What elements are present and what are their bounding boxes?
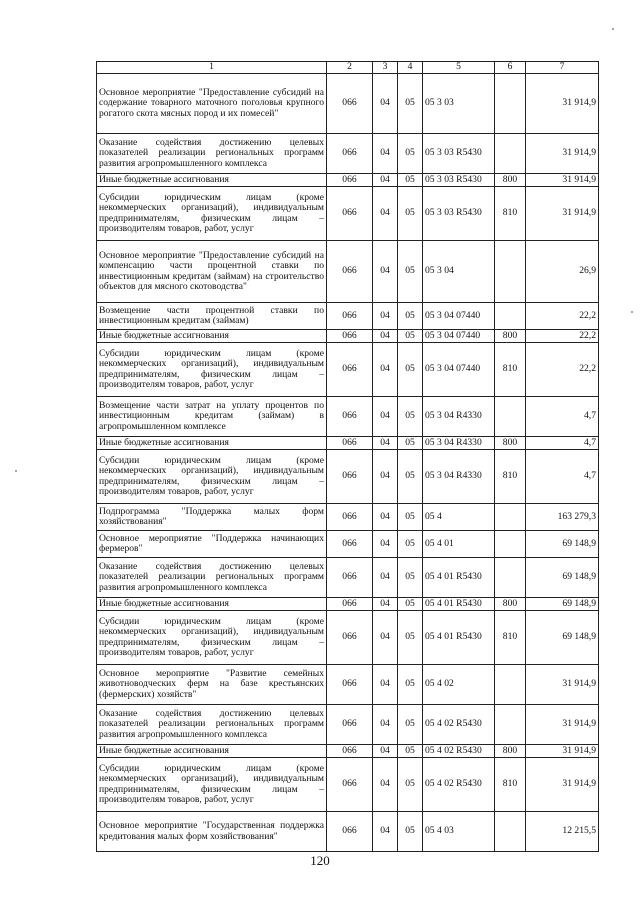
row-name: Оказание содействия достижению целевых показателей реализации региональных программ развития агропромышленного комплекса bbox=[97, 705, 327, 745]
row-expense-type: 810 bbox=[495, 343, 526, 397]
row-section: 04 bbox=[373, 74, 398, 134]
table-row bbox=[97, 745, 599, 758]
row-amount: 31 914,9 bbox=[526, 74, 599, 134]
header-col-7: 7 bbox=[526, 62, 599, 74]
row-name: Оказание содействия достижению целевых показателей реализации региональных программ развития агропромышленного комплекса bbox=[97, 134, 327, 174]
row-subsection: 05 bbox=[398, 745, 423, 758]
row-amount: 31 914,9 bbox=[526, 174, 599, 187]
row-admin-code: 066 bbox=[327, 598, 373, 611]
table-row bbox=[97, 450, 599, 504]
row-subsection: 05 bbox=[398, 705, 423, 745]
row-name: Субсидии юридическим лицам (кроме некоммерческих организаций), индивидуальным предпринимателям, физическим лицам – производителям товаров, работ, услуг bbox=[97, 187, 327, 241]
row-section: 04 bbox=[373, 343, 398, 397]
row-amount: 69 148,9 bbox=[526, 611, 599, 665]
row-name: Иные бюджетные ассигнования bbox=[97, 745, 327, 758]
row-section: 04 bbox=[373, 504, 398, 531]
row-amount: 4,7 bbox=[526, 437, 599, 450]
row-admin-code: 066 bbox=[327, 745, 373, 758]
row-section: 04 bbox=[373, 174, 398, 187]
row-expense-type bbox=[495, 812, 526, 852]
row-admin-code: 066 bbox=[327, 241, 373, 303]
row-section: 04 bbox=[373, 745, 398, 758]
row-expense-type: 800 bbox=[495, 437, 526, 450]
row-section: 04 bbox=[373, 241, 398, 303]
row-admin-code: 066 bbox=[327, 531, 373, 558]
row-section: 04 bbox=[373, 611, 398, 665]
row-admin-code: 066 bbox=[327, 504, 373, 531]
row-section: 04 bbox=[373, 558, 398, 598]
row-admin-code: 066 bbox=[327, 134, 373, 174]
header-col-6: 6 bbox=[495, 62, 526, 74]
row-subsection: 05 bbox=[398, 241, 423, 303]
row-subsection: 05 bbox=[398, 397, 423, 437]
row-name: Иные бюджетные ассигнования bbox=[97, 598, 327, 611]
row-subsection: 05 bbox=[398, 343, 423, 397]
row-amount: 163 279,3 bbox=[526, 504, 599, 531]
row-admin-code: 066 bbox=[327, 187, 373, 241]
row-target-item: 05 3 04 R4330 bbox=[423, 397, 495, 437]
table-row bbox=[97, 598, 599, 611]
row-expense-type bbox=[495, 241, 526, 303]
scan-speck bbox=[612, 28, 614, 30]
row-amount: 12 215,5 bbox=[526, 812, 599, 852]
row-amount: 69 148,9 bbox=[526, 598, 599, 611]
row-amount: 69 148,9 bbox=[526, 531, 599, 558]
row-amount: 31 914,9 bbox=[526, 745, 599, 758]
row-name: Оказание содействия достижению целевых показателей реализации региональных программ развития агропромышленного комплекса bbox=[97, 558, 327, 598]
row-expense-type: 800 bbox=[495, 330, 526, 343]
row-admin-code: 066 bbox=[327, 665, 373, 705]
row-admin-code: 066 bbox=[327, 397, 373, 437]
row-target-item: 05 4 01 R5430 bbox=[423, 611, 495, 665]
header-col-5: 5 bbox=[423, 62, 495, 74]
row-expense-type bbox=[495, 558, 526, 598]
row-expense-type bbox=[495, 705, 526, 745]
row-amount: 22,2 bbox=[526, 330, 599, 343]
row-amount: 31 914,9 bbox=[526, 665, 599, 705]
table-header-row bbox=[97, 62, 599, 74]
header-col-4: 4 bbox=[398, 62, 423, 74]
scan-speck bbox=[631, 311, 633, 313]
row-section: 04 bbox=[373, 758, 398, 812]
row-section: 04 bbox=[373, 437, 398, 450]
row-target-item: 05 4 01 R5430 bbox=[423, 598, 495, 611]
row-expense-type bbox=[495, 303, 526, 330]
row-name: Иные бюджетные ассигнования bbox=[97, 437, 327, 450]
row-subsection: 05 bbox=[398, 174, 423, 187]
row-target-item: 05 3 03 R5430 bbox=[423, 174, 495, 187]
budget-table bbox=[96, 61, 599, 852]
row-target-item: 05 4 01 bbox=[423, 531, 495, 558]
row-amount: 4,7 bbox=[526, 450, 599, 504]
header-col-2: 2 bbox=[327, 62, 373, 74]
page-number: 120 bbox=[310, 853, 330, 868]
table-row bbox=[97, 303, 599, 330]
table-row bbox=[97, 504, 599, 531]
row-amount: 31 914,9 bbox=[526, 758, 599, 812]
row-admin-code: 066 bbox=[327, 174, 373, 187]
row-expense-type: 810 bbox=[495, 758, 526, 812]
row-subsection: 05 bbox=[398, 812, 423, 852]
row-target-item: 05 3 03 R5430 bbox=[423, 187, 495, 241]
table-row bbox=[97, 611, 599, 665]
row-subsection: 05 bbox=[398, 558, 423, 598]
row-admin-code: 066 bbox=[327, 450, 373, 504]
row-subsection: 05 bbox=[398, 665, 423, 705]
row-expense-type: 810 bbox=[495, 187, 526, 241]
row-subsection: 05 bbox=[398, 330, 423, 343]
row-target-item: 05 4 02 R5430 bbox=[423, 745, 495, 758]
row-name: Субсидии юридическим лицам (кроме некоммерческих организаций), индивидуальным предпринимателям, физическим лицам – производителям товаров, работ, услуг bbox=[97, 450, 327, 504]
table-row bbox=[97, 174, 599, 187]
row-target-item: 05 4 03 bbox=[423, 812, 495, 852]
row-amount: 22,2 bbox=[526, 303, 599, 330]
row-admin-code: 066 bbox=[327, 330, 373, 343]
row-target-item: 05 3 04 07440 bbox=[423, 343, 495, 397]
table-row bbox=[97, 241, 599, 303]
row-section: 04 bbox=[373, 665, 398, 705]
table-row bbox=[97, 134, 599, 174]
row-target-item: 05 3 04 07440 bbox=[423, 303, 495, 330]
row-admin-code: 066 bbox=[327, 343, 373, 397]
table-row bbox=[97, 437, 599, 450]
row-expense-type bbox=[495, 134, 526, 174]
row-target-item: 05 3 04 07440 bbox=[423, 330, 495, 343]
row-subsection: 05 bbox=[398, 134, 423, 174]
row-target-item: 05 3 04 bbox=[423, 241, 495, 303]
row-target-item: 05 4 02 bbox=[423, 665, 495, 705]
row-name: Подпрограмма "Поддержка малых форм хозяйствования" bbox=[97, 504, 327, 531]
row-subsection: 05 bbox=[398, 531, 423, 558]
row-admin-code: 066 bbox=[327, 705, 373, 745]
row-subsection: 05 bbox=[398, 450, 423, 504]
row-target-item: 05 3 03 R5430 bbox=[423, 134, 495, 174]
row-section: 04 bbox=[373, 134, 398, 174]
row-target-item: 05 4 01 R5430 bbox=[423, 558, 495, 598]
row-subsection: 05 bbox=[398, 598, 423, 611]
table-row bbox=[97, 558, 599, 598]
row-section: 04 bbox=[373, 303, 398, 330]
row-amount: 31 914,9 bbox=[526, 134, 599, 174]
row-subsection: 05 bbox=[398, 504, 423, 531]
header-col-3: 3 bbox=[373, 62, 398, 74]
row-section: 04 bbox=[373, 598, 398, 611]
table-row bbox=[97, 705, 599, 745]
table-row bbox=[97, 74, 599, 134]
row-name: Основное мероприятие "Поддержка начинающих фермеров" bbox=[97, 531, 327, 558]
row-admin-code: 066 bbox=[327, 437, 373, 450]
row-expense-type bbox=[495, 504, 526, 531]
row-target-item: 05 3 03 bbox=[423, 74, 495, 134]
table-row bbox=[97, 330, 599, 343]
row-amount: 4,7 bbox=[526, 397, 599, 437]
row-name: Основное мероприятие "Предоставление субсидий на компенсацию части процентной ставки по инвестиционным кредитам (займам) на строительство объектов для мясного скотоводства" bbox=[97, 241, 327, 303]
row-name: Возмещение части затрат на уплату процентов по инвестиционным кредитам (займам) в агропромышленном комплексе bbox=[97, 397, 327, 437]
table-row bbox=[97, 758, 599, 812]
header-col-1: 1 bbox=[97, 62, 327, 74]
row-name: Иные бюджетные ассигнования bbox=[97, 330, 327, 343]
row-name: Основное мероприятие "Государственная поддержка кредитования малых форм хозяйствования" bbox=[97, 812, 327, 852]
scan-speck bbox=[15, 470, 17, 472]
row-name: Основное мероприятие "Предоставление субсидий на содержание товарного маточного поголовья крупного рогатого скота мясных пород и их помесей" bbox=[97, 74, 327, 134]
row-subsection: 05 bbox=[398, 437, 423, 450]
row-subsection: 05 bbox=[398, 187, 423, 241]
row-target-item: 05 4 02 R5430 bbox=[423, 705, 495, 745]
row-expense-type bbox=[495, 397, 526, 437]
row-name: Субсидии юридическим лицам (кроме некоммерческих организаций), индивидуальным предпринимателям, физическим лицам – производителям товаров, работ, услуг bbox=[97, 343, 327, 397]
row-section: 04 bbox=[373, 330, 398, 343]
row-subsection: 05 bbox=[398, 74, 423, 134]
row-subsection: 05 bbox=[398, 303, 423, 330]
row-name: Основное мероприятие "Развитие семейных животноводческих ферм на базе крестьянских (фермерских) хозяйств" bbox=[97, 665, 327, 705]
row-admin-code: 066 bbox=[327, 758, 373, 812]
row-section: 04 bbox=[373, 812, 398, 852]
row-admin-code: 066 bbox=[327, 812, 373, 852]
row-amount: 31 914,9 bbox=[526, 187, 599, 241]
row-subsection: 05 bbox=[398, 758, 423, 812]
row-amount: 22,2 bbox=[526, 343, 599, 397]
table-body bbox=[97, 74, 599, 852]
row-target-item: 05 3 04 R4330 bbox=[423, 450, 495, 504]
row-expense-type: 810 bbox=[495, 450, 526, 504]
row-expense-type bbox=[495, 74, 526, 134]
row-name: Субсидии юридическим лицам (кроме некоммерческих организаций), индивидуальным предпринимателям, физическим лицам – производителям товаров, работ, услуг bbox=[97, 611, 327, 665]
row-admin-code: 066 bbox=[327, 74, 373, 134]
row-expense-type bbox=[495, 665, 526, 705]
row-expense-type: 800 bbox=[495, 598, 526, 611]
table-row bbox=[97, 665, 599, 705]
table-row bbox=[97, 343, 599, 397]
row-section: 04 bbox=[373, 531, 398, 558]
table-row bbox=[97, 397, 599, 437]
row-admin-code: 066 bbox=[327, 558, 373, 598]
row-target-item: 05 3 04 R4330 bbox=[423, 437, 495, 450]
row-section: 04 bbox=[373, 397, 398, 437]
row-section: 04 bbox=[373, 450, 398, 504]
table-row bbox=[97, 187, 599, 241]
table-row bbox=[97, 531, 599, 558]
row-amount: 31 914,9 bbox=[526, 705, 599, 745]
row-subsection: 05 bbox=[398, 611, 423, 665]
row-name: Возмещение части процентной ставки по инвестиционным кредитам (займам) bbox=[97, 303, 327, 330]
table-row bbox=[97, 812, 599, 852]
row-amount: 69 148,9 bbox=[526, 558, 599, 598]
row-section: 04 bbox=[373, 187, 398, 241]
row-target-item: 05 4 bbox=[423, 504, 495, 531]
row-admin-code: 066 bbox=[327, 303, 373, 330]
row-expense-type bbox=[495, 531, 526, 558]
row-expense-type: 800 bbox=[495, 745, 526, 758]
row-name: Субсидии юридическим лицам (кроме некоммерческих организаций), индивидуальным предпринимателям, физическим лицам – производителям товаров, работ, услуг bbox=[97, 758, 327, 812]
row-expense-type: 810 bbox=[495, 611, 526, 665]
row-name: Иные бюджетные ассигнования bbox=[97, 174, 327, 187]
row-expense-type: 800 bbox=[495, 174, 526, 187]
row-admin-code: 066 bbox=[327, 611, 373, 665]
row-amount: 26,9 bbox=[526, 241, 599, 303]
row-section: 04 bbox=[373, 705, 398, 745]
row-target-item: 05 4 02 R5430 bbox=[423, 758, 495, 812]
